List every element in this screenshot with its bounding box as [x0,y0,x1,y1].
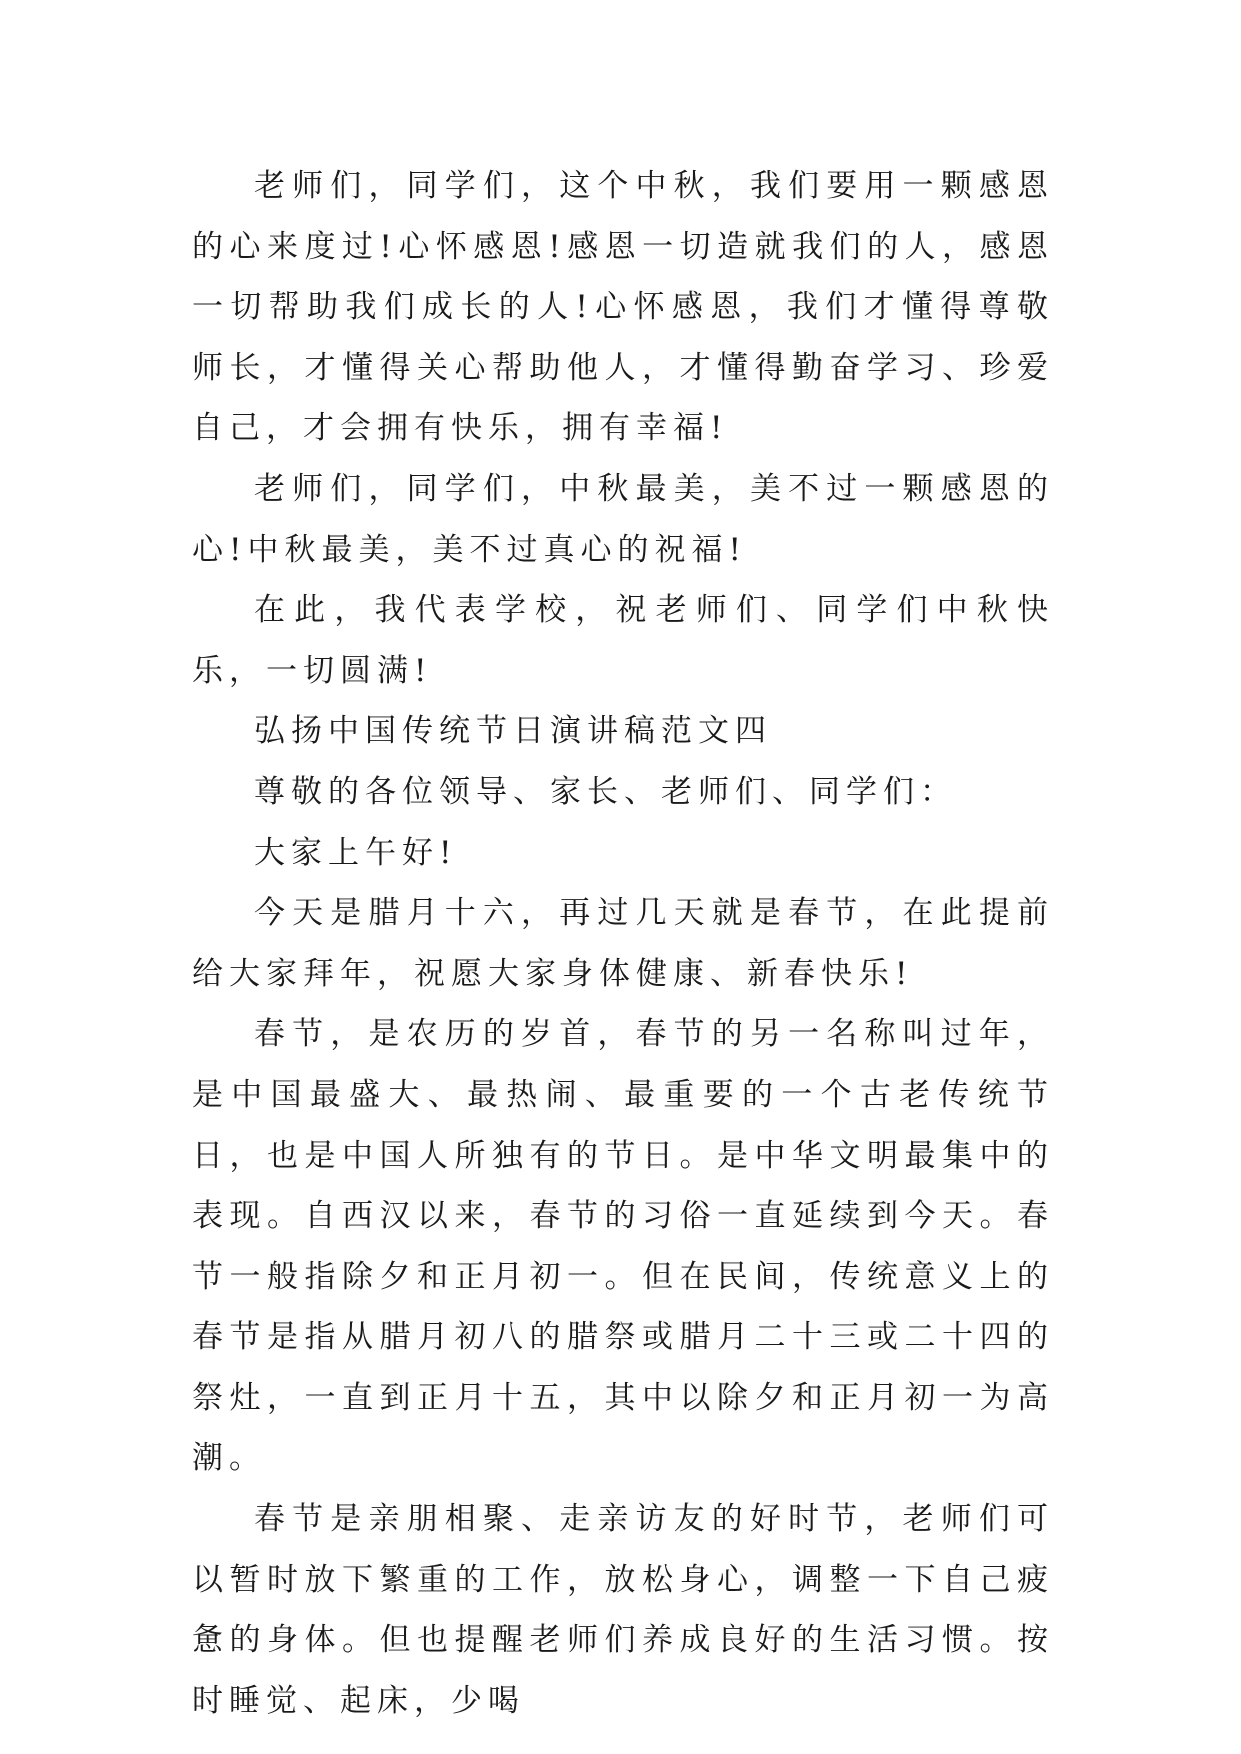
document-body [192,156,1054,1731]
paragraph-mid-autumn-beauty: 老师们，同学们，中秋最美，美不过一颗感恩的心!中秋最美，美不过真心的祝福! [192,470,1054,568]
paragraph-spring-festival: 春节，是农历的岁首，春节的另一名称叫过年，是中国最盛大、最热闹、最重要的一个古老传统节日，也是中国人所独有的节日。是中华文明最集中的表现。自西汉以来，春节的习俗一直延续到今天。春节一般指除夕和正月初一。但在民间，传统意义上的春节是指从腊月初八的腊祭或腊月二十三或二十四的祭灶，一直到正月十五，其中以除夕和正月初一为高潮。 [192,1016,1054,1477]
paragraph-new-year-wish: 今天是腊月十六，再过几天就是春节，在此提前给大家拜年，祝愿大家身体健康、新春快乐! [192,895,1054,992]
paragraph-gratitude: 老师们，同学们，这个中秋，我们要用一颗感恩的心来度过!心怀感恩!感恩一切造就我们的人，感恩一切帮助我们成长的人!心怀感恩，我们才懂得尊敬师长，才懂得关心帮助他人，才懂得勤奋学习、珍爱自己，才会拥有快乐，拥有幸福! [192,168,1054,447]
paragraph-blessing: 在此，我代表学校，祝老师们、同学们中秋快乐，一切圆满! [192,592,1054,689]
paragraph-salutation: 尊敬的各位领导、家长、老师们、同学们： [254,773,957,810]
paragraph-greeting: 大家上午好! [254,834,458,871]
paragraph-holiday-advice: 春节是亲朋相聚、走亲访友的好时节，老师们可以暂时放下繁重的工作，放松身心，调整一下自己疲惫的身体。但也提醒老师们养成良好的生活习惯。按时睡觉、起床，少喝 [192,1501,1054,1719]
section-heading: 弘扬中国传统节日演讲稿范文四 [254,713,772,750]
